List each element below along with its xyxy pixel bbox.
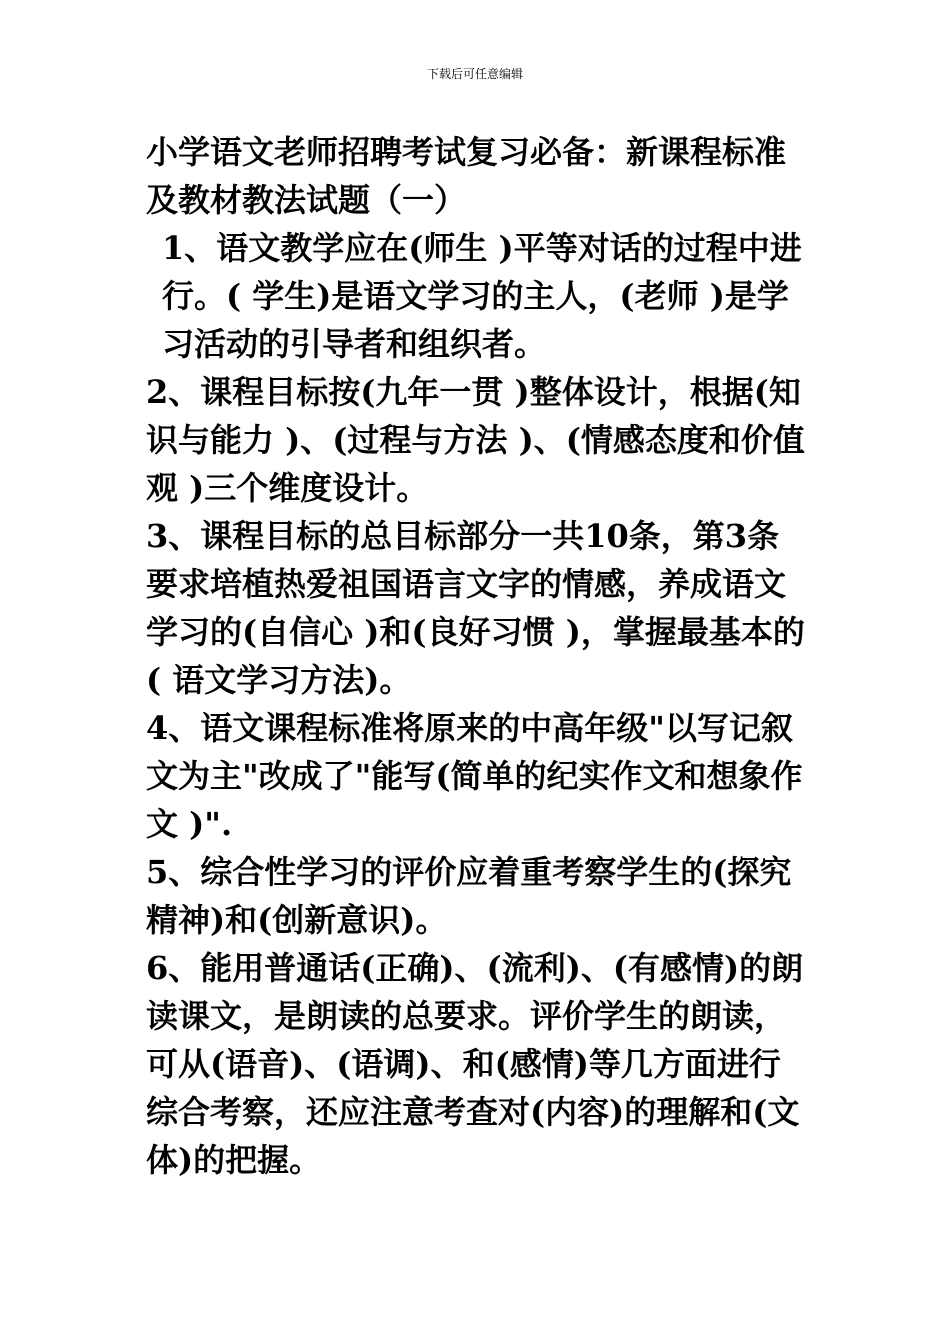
question-2: 2、课程目标按(九年一贯 )整体设计，根据(知识与能力 )、(过程与方法 )、(情感态度和价值观 )三个维度设计。 <box>146 373 805 507</box>
question-1: 1、语文教学应在(师生 )平等对话的过程中进行。( 学生)是语文学习的主人，(老师 )是学习活动的引导者和组织者。 <box>162 229 802 363</box>
document-body <box>146 128 810 1184</box>
question-3: 3、课程目标的总目标部分一共10条，第3条要求培植热爱祖国语言文字的情感，养成语文学习的(自信心 )和(良好习惯 )，掌握最基本的( 语文学习方法)。 <box>146 517 805 699</box>
question-5: 5、综合性学习的评价应着重考察学生的(探究精神)和(创新意识)。 <box>146 853 792 939</box>
page-header-note: 下载后可任意编辑 <box>426 67 523 81</box>
question-6: 6、能用普通话(正确)、(流利)、(有感情)的朗读课文，是朗读的总要求。评价学生的朗读，可从(语音)、(语调)、和(感情)等几方面进行综合考察，还应注意考查对(内容)的理解和(文体)的把握。 <box>146 949 804 1179</box>
question-4: 4、语文课程标准将原来的中高年级"以写记叙文为主"改成了"能写(简单的纪实作文和想象作文 )". <box>146 709 803 843</box>
document-title: 小学语文老师招聘考试复习必备：新课程标准及教材教法试题（一） <box>146 133 787 219</box>
